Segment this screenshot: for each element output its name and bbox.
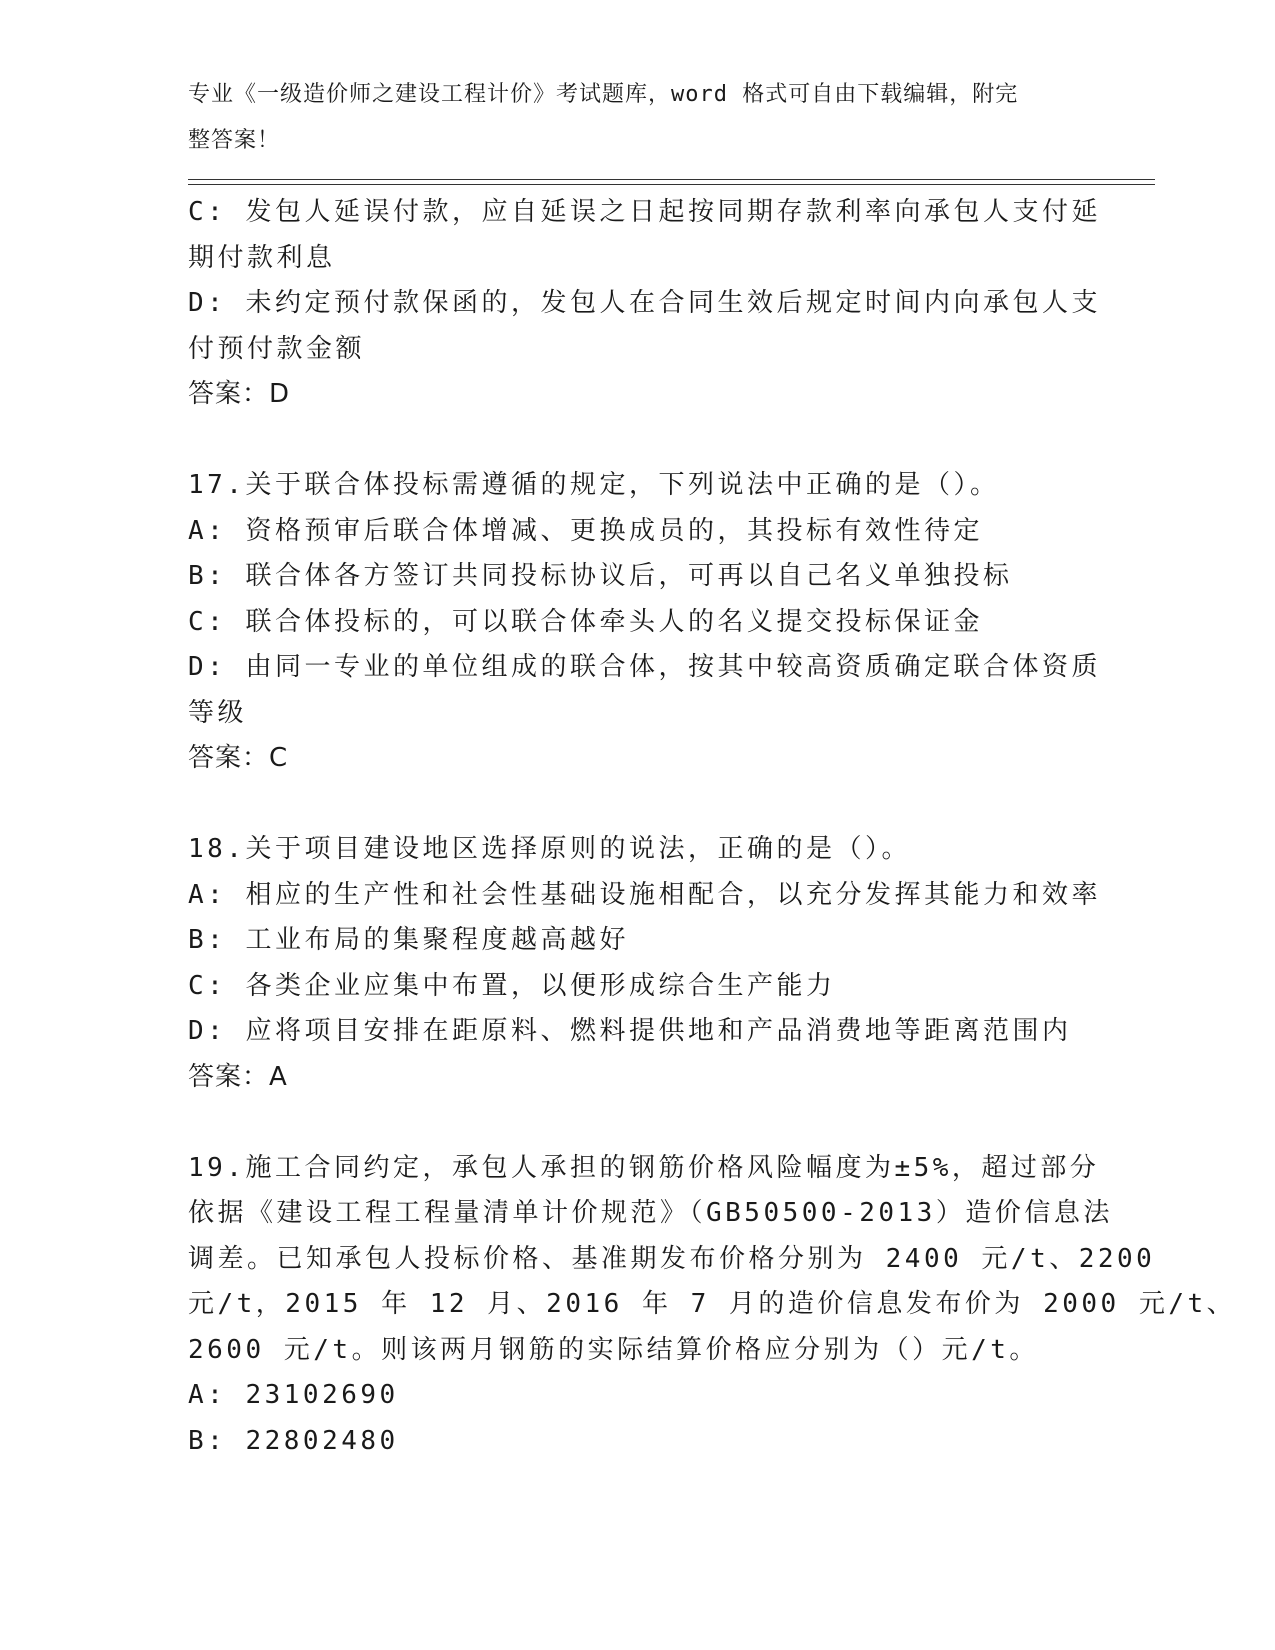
header-line-2: 整答案！: [188, 127, 281, 153]
question-19: [188, 1146, 1237, 1465]
spacer: [188, 1100, 1078, 1146]
question-stem-line-1: 19.施工合同约定，承包人承担的钢筋价格风险幅度为±5%，超过部分: [188, 1152, 1100, 1183]
question-17: [188, 463, 1101, 782]
option-d-line-2: 等级: [188, 697, 248, 728]
option-c-line-2: 期付款利息: [188, 242, 336, 273]
option-c-line-1: C: 发包人延误付款，应自延误之日起按同期存款利率向承包人支付延: [188, 197, 1101, 227]
option-a: A: 资格预审后联合体增减、更换成员的，其投标有效性待定: [188, 515, 983, 546]
answer-line: 答案：C: [188, 743, 289, 773]
option-b: B: 22802480: [188, 1425, 399, 1456]
spacer: [188, 782, 1078, 828]
document-header: [188, 72, 1068, 163]
question-stem-line-4: 元/t，2015 年 12 月、2016 年 7 月的造价信息发布价为 2000 元/t、: [188, 1289, 1237, 1319]
question-stem-line-3: 调差。已知承包人投标价格、基准期发布价格分别为 2400 元/t、2200: [188, 1243, 1156, 1274]
option-a: A: 相应的生产性和社会性基础设施相配合，以充分发挥其能力和效率: [188, 879, 1101, 910]
option-d: D: 应将项目安排在距原料、燃料提供地和产品消费地等距离范围内: [188, 1016, 1072, 1046]
spacer: [188, 418, 1078, 464]
question-16: [188, 190, 1101, 418]
header-divider-bottom: [188, 184, 1155, 185]
option-d-line-1: D: 未约定预付款保函的，发包人在合同生效后规定时间内向承包人支: [188, 288, 1101, 318]
question-stem: 17.关于联合体投标需遵循的规定，下列说法中正确的是（）。: [188, 470, 1000, 500]
document-body: [188, 190, 1237, 1464]
option-b: B: 联合体各方签订共同投标协议后，可再以自己名义单独投标: [188, 561, 1013, 591]
option-b: B: 工业布局的集聚程度越高越好: [188, 925, 629, 955]
option-c: C: 各类企业应集中布置，以便形成综合生产能力: [188, 970, 836, 1001]
question-stem-line-5: 2600 元/t。则该两月钢筋的实际结算价格应分别为（）元/t。: [188, 1334, 1039, 1365]
header-line-1: 专业《一级造价师之建设工程计价》考试题库，word 格式可自由下载编辑，附完: [188, 82, 1019, 107]
question-18: [188, 827, 1101, 1100]
option-c: C: 联合体投标的，可以联合体牵头人的名义提交投标保证金: [188, 606, 983, 637]
answer-line: 答案：A: [188, 1061, 288, 1092]
question-stem-line-2: 依据《建设工程工程量清单计价规范》（GB50500-2013）造价信息法: [188, 1198, 1113, 1228]
header-divider-top: [188, 179, 1155, 180]
answer-line: 答案：D: [188, 379, 291, 409]
option-d-line-2: 付预付款金额: [188, 333, 366, 364]
option-a: A: 23102690: [188, 1380, 399, 1410]
question-stem: 18.关于项目建设地区选择原则的说法，正确的是（）。: [188, 834, 911, 864]
option-d-line-1: D: 由同一专业的单位组成的联合体，按其中较高资质确定联合体资质: [188, 652, 1101, 682]
